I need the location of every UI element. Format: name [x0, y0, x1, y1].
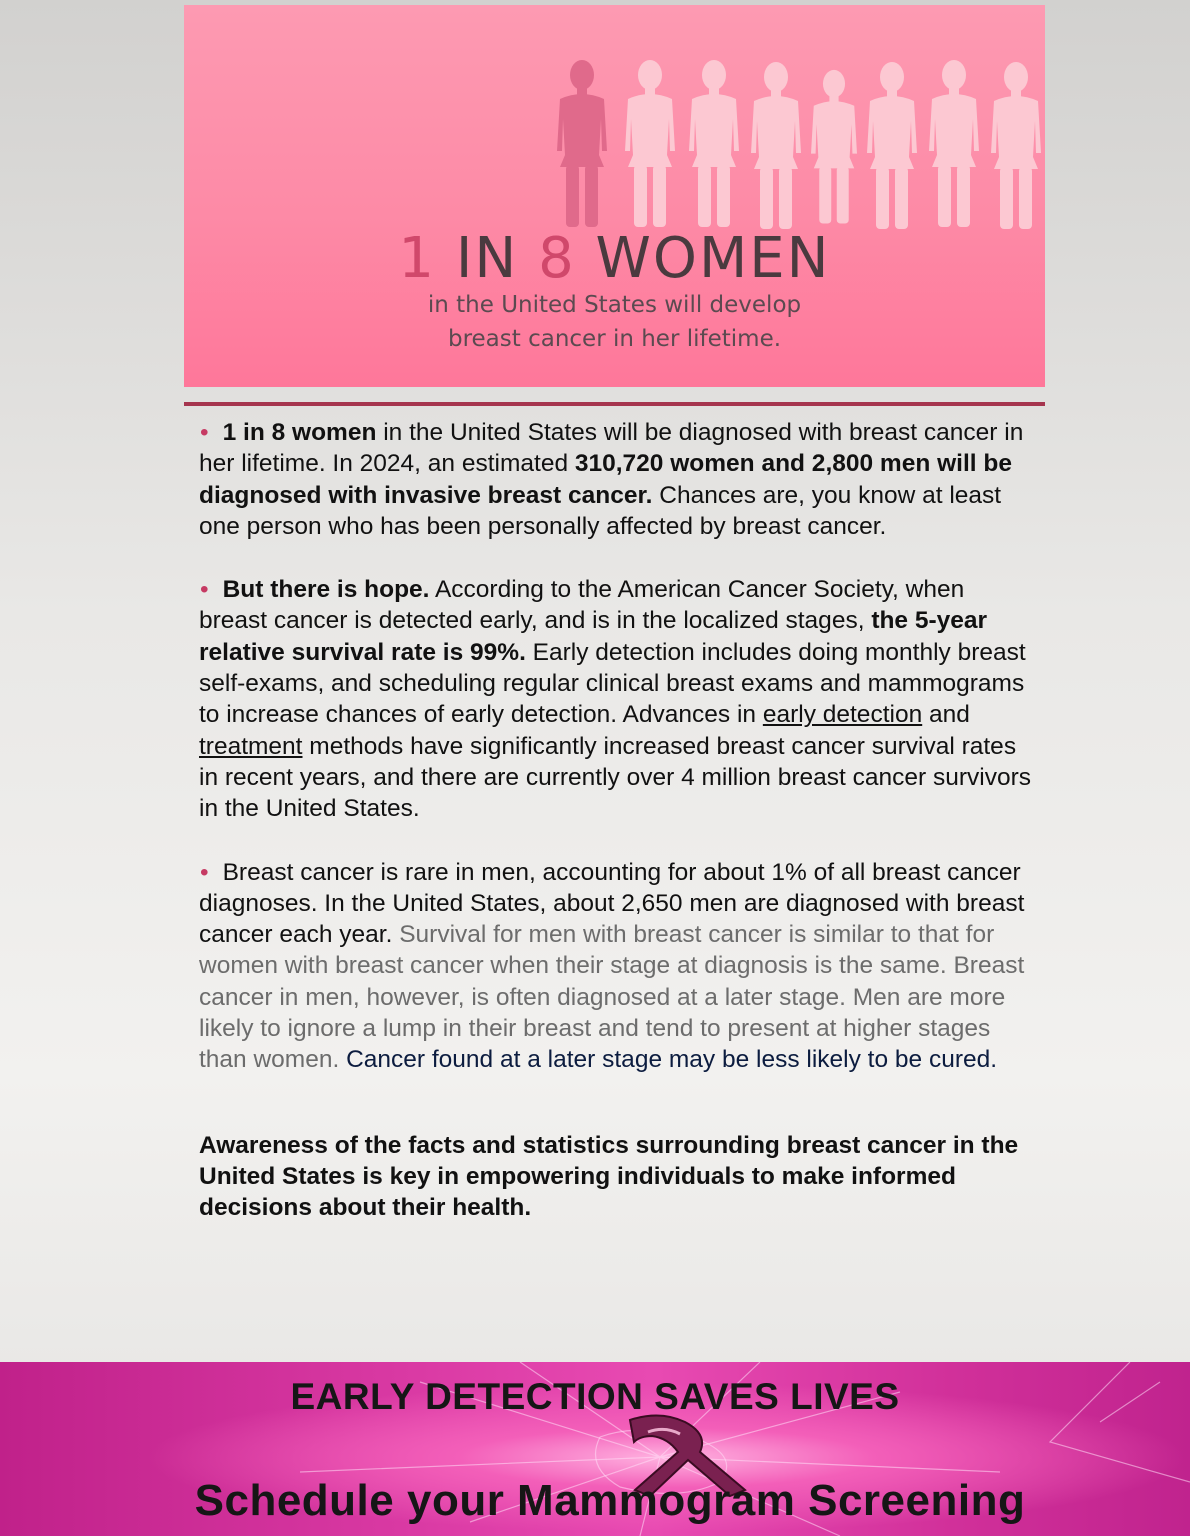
fact3-navy-text: Cancer found at a later stage may be less likely to be cured. [339, 1046, 998, 1074]
banner-title: EARLY DETECTION SAVES LIVES [290, 1376, 900, 1417]
hero-subtitle [184, 288, 1045, 356]
fact3-text: Breast cancer is rare in men, accounting for about 1% of all breast cancer diagnoses. In the United States, about 2,650 men are diagnosed with breast cancer each year. [199, 858, 1025, 949]
fact-paragraph-1 [199, 417, 1039, 542]
section-divider [184, 402, 1045, 406]
hero-title-one: 1 [398, 226, 437, 291]
fact2-text: According to the American Cancer Society, when breast cancer is detected early, and is in the localized stages, [199, 576, 965, 635]
schedule-mammogram-cta[interactable]: Schedule your Mammogram Screening [194, 1476, 1026, 1525]
fact1-text: in the United States will be diagnosed with breast cancer in her lifetime. In 2024, an estimated [199, 419, 1024, 478]
fact2-text-and: and [922, 701, 970, 729]
hero-title-women: WOMEN [575, 226, 831, 291]
fact-paragraph-3 [199, 857, 1039, 1076]
hero-title-in: IN [436, 226, 539, 291]
fact2-text-mid: Early detection includes doing monthly breast self-exams, and scheduling regular clinical breast exams and mammograms to increase chances of early detection. Advances in [199, 638, 1026, 729]
facts-content [199, 417, 1039, 1256]
fact2-text-end: methods have significantly increased breast cancer survival rates in recent years, and there are currently over 4 million breast cancer survivors in the United States. [199, 732, 1031, 823]
awareness-statement: Awareness of the facts and statistics surrounding breast cancer in the United States is key in empowering individuals to make informed decisions about their health. [199, 1131, 1019, 1222]
cta-banner [0, 1362, 1190, 1536]
hero-banner [184, 5, 1045, 387]
treatment-link[interactable]: treatment [199, 732, 303, 760]
fact2-bold-stat: the 5-year relative survival rate is 99%. [199, 607, 988, 666]
bullet-marker: • [200, 576, 209, 604]
fact1-bold-lead: 1 in 8 women [222, 419, 377, 446]
fact2-bold-lead: But there is hope. [222, 576, 430, 604]
bullet-marker: • [200, 858, 209, 886]
women-silhouettes-icon [554, 55, 1054, 230]
hero-subtitle-line2: breast cancer in her lifetime. [447, 326, 782, 352]
fact3-gray-text: Survival for men with breast cancer is similar to that for women with breast cancer when their stage at diagnosis is the same. Breast cancer in men, however, is often diagnosed at a later stage. Men are more likely to ignore a lump in their breast and tend to present at higher stages than women. [199, 921, 1025, 1074]
early-detection-link[interactable]: early detection [762, 701, 923, 729]
hero-title-eight: 8 [538, 226, 576, 291]
hero-subtitle-line1: in the United States will develop [427, 292, 802, 318]
highlight-figure [557, 60, 607, 227]
fact-paragraph-2 [199, 574, 1039, 824]
hero-title [184, 227, 1045, 291]
fact1-bold-stat: 310,720 women and 2,800 men will be diagnosed with invasive breast cancer. [199, 450, 1012, 509]
fact1-text-end: Chances are, you know at least one person who has been personally affected by breast cancer. [199, 481, 1002, 540]
bullet-marker: • [200, 419, 209, 446]
